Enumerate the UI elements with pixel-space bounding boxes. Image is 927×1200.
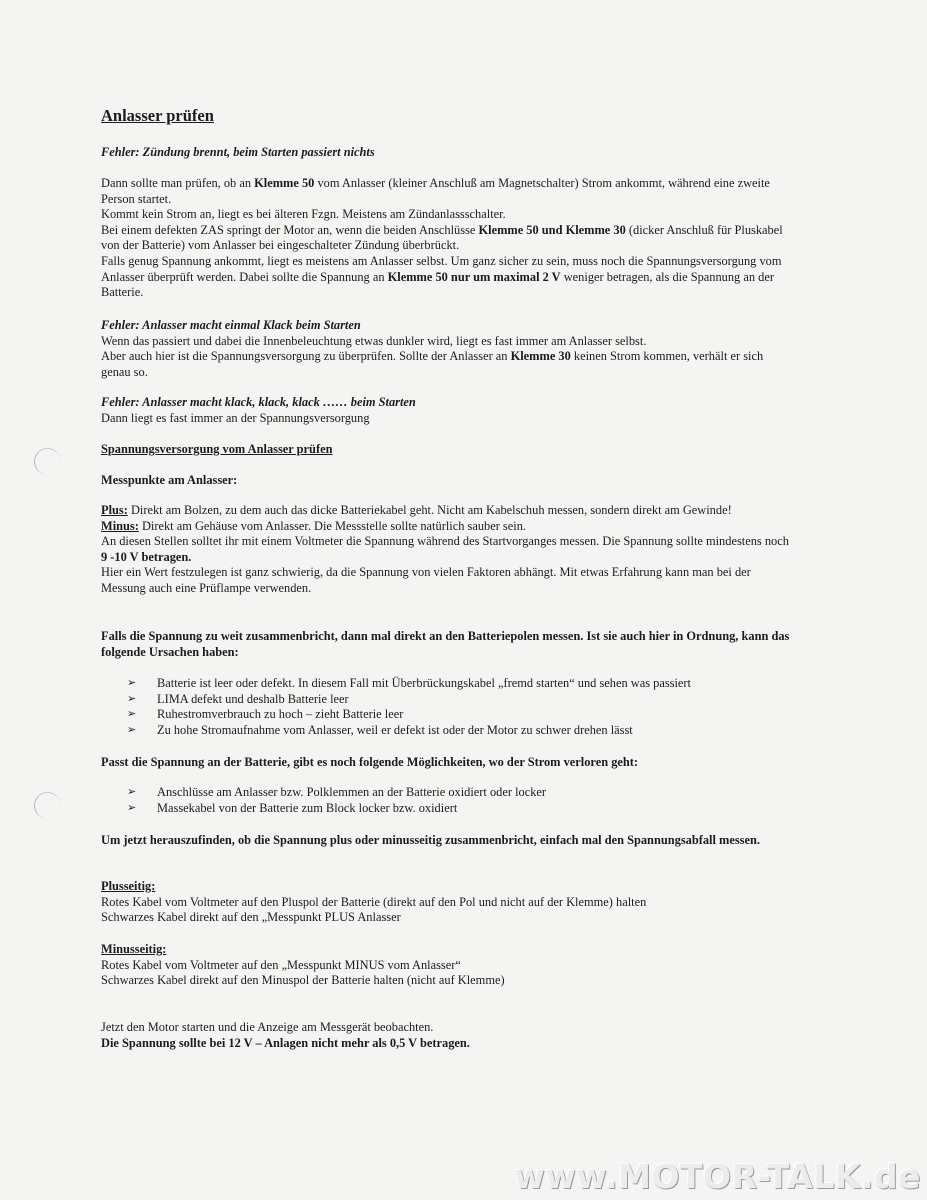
text: An diesen Stellen solltet ihr mit einem Voltmeter die Spannung während des Startvorganges messen. Die Spannung sollte mindestens noch [101,534,789,549]
list-item-text: Anschlüsse am Anlasser bzw. Polklemmen an der Batterie oxidiert oder locker [157,785,547,799]
section-heading: Fehler: Anlasser macht einmal Klack beim Starten [101,318,361,332]
arrow-bullet-icon: ➢ [127,708,137,721]
section-herausfinden [101,833,791,849]
section-abschluss [101,1020,791,1051]
paragraph [101,349,791,380]
text: Aber auch hier ist die Spannungsversorgung zu überprüfen. Sollte der Anlasser an [101,349,511,364]
page-title: Anlasser prüfen [101,106,214,125]
text: Falls genug Spannung ankommt, liegt es meistens am Anlasser selbst. Um ganz sicher zu sein, muss noch die Spannungsversorgung vom Anlasser überprüft werden. Dabei sollte die Spannung an [101,253,782,284]
section-zuendung-body [101,176,791,301]
paragraph: Hier ein Wert festzulegen ist ganz schwierig, da die Spannung von vielen Faktoren abhängt. Mit etwas Erfahrung kann man bei der Messung auch eine Prüflampe verwenden. [101,565,751,595]
list-item-text: LIMA defekt und deshalb Batterie leer [157,691,349,706]
section-zuendung [101,145,791,161]
section-moeglichkeiten [101,755,791,771]
text: Bei einem defekten ZAS springt der Motor an, wenn die beiden Anschlüsse [101,222,479,237]
paragraph: Die Spannung sollte bei 12 V – Anlagen nicht mehr als 0,5 V betragen. [101,1035,470,1050]
list-item [127,676,791,692]
section-heading: Falls die Spannung zu weit zusammenbricht, dann mal direkt an den Batteriepolen messen. Ist sie auch hier in Ordnung, kann das folgende Ursachen haben: [101,629,790,659]
arrow-bullet-icon: ➢ [127,692,137,705]
bold-term: Klemme 50 nur um maximal 2 V [387,269,561,284]
minus-label: Minus: [101,518,139,533]
list-item [127,707,791,723]
text: vom Anlasser (kleiner Anschluß am Magnetschalter) Strom ankommt, während eine zweite Person startet. [101,176,770,206]
bold-term: Klemme 50 und Klemme 30 [478,222,626,237]
section-plusseitig [101,879,791,926]
section-heading: Fehler: Zündung brennt, beim Starten passiert nichts [101,145,375,159]
bold-term: Klemme 50 [254,176,315,190]
section-klack-klack [101,395,791,426]
paragraph [101,503,791,519]
section-heading: Um jetzt herauszufinden, ob die Spannung plus oder minusseitig zusammenbricht, einfach mal den Spannungsabfall messen. [101,833,760,847]
messpunkte-heading-block [101,473,791,489]
minusseitig-label: Minusseitig: [101,942,167,956]
bold-term: Klemme 30 [510,349,571,364]
list-item [127,801,791,817]
text: (dicker Anschluß für Pluskabel von der Batterie) vom Anlasser bei eingeschalteter Zündung überbrückt. [101,222,783,253]
list-item-text: Batterie ist leer oder defekt. In diesem Fall mit Überbrückungskabel „fremd starten“ und sehen was passiert [157,676,691,690]
paragraph: Wenn das passiert und dabei die Innenbeleuchtung etwas dunkler wird, liegt es fast immer am Anlasser selbst. [101,333,647,348]
arrow-bullet-icon: ➢ [127,801,137,814]
paragraph: Schwarzes Kabel direkt auf den „Messpunkt PLUS Anlasser [101,910,401,925]
list-item-text: Ruhestromverbrauch zu hoch – zieht Batterie leer [157,707,404,722]
list-item [127,692,791,708]
moeglichkeiten-list [101,785,791,816]
punch-hole-mark [34,792,61,819]
arrow-bullet-icon: ➢ [127,723,137,736]
section-minusseitig [101,942,791,989]
paragraph: Rotes Kabel vom Voltmeter auf den „Messpunkt MINUS vom Anlasser“ [101,957,461,972]
section-einmal-klack [101,318,791,380]
moeglichkeiten-list-block [101,785,791,816]
list-item-text: Massekabel von der Batterie zum Block locker bzw. oxidiert [157,800,458,815]
paragraph: Jetzt den Motor starten und die Anzeige am Messgerät beobachten. [101,1020,434,1034]
messpunkte-body [101,503,791,597]
plus-label: Plus: [101,503,128,517]
plusseitig-label: Plusseitig: [101,879,156,893]
section-spannungsversorgung [101,442,791,458]
paragraph [101,519,791,535]
paragraph [101,534,791,565]
section-heading: Spannungsversorgung vom Anlasser prüfen [101,442,333,456]
text: Direkt am Bolzen, zu dem auch das dicke Batteriekabel geht. Nicht am Kabelschuh messen, sondern direkt am Gewinde! [127,503,732,517]
list-item [127,785,791,801]
subheading: Messpunkte am Anlasser: [101,473,238,487]
section-heading: Passt die Spannung an der Batterie, gibt es noch folgende Möglichkeiten, wo der Strom verloren geht: [101,755,639,769]
section-heading: Fehler: Anlasser macht klack, klack, klack …… beim Starten [101,395,416,409]
text: Direkt am Gehäuse vom Anlasser. Die Messstelle sollte natürlich sauber sein. [138,518,526,533]
paragraph: Schwarzes Kabel direkt auf den Minuspol der Batterie halten (nicht auf Klemme) [101,973,505,988]
paragraph [101,176,791,207]
ursachen-list [101,676,791,738]
list-item-text: Zu hohe Stromaufnahme vom Anlasser, weil er defekt ist oder der Motor zu schwer drehen lässt [157,722,633,737]
section-batteriepole [101,629,791,660]
bold-term: 9 -10 V betragen. [101,549,192,564]
watermark: www.MOTOR-TALK.de [514,1157,921,1196]
paragraph: Kommt kein Strom an, liegt es bei älteren Fzgn. Meistens am Zündanlassschalter. [101,207,506,222]
list-item [127,723,791,739]
arrow-bullet-icon: ➢ [127,677,137,689]
paragraph [101,223,791,254]
paragraph [101,254,791,301]
ursachen-list-block [101,676,791,738]
paragraph: Dann liegt es fast immer an der Spannungsversorgung [101,410,370,425]
text: keinen Strom kommen, verhält er sich genau so. [101,349,764,379]
arrow-bullet-icon: ➢ [127,786,137,798]
text: Dann sollte man prüfen, ob an [101,176,255,190]
paragraph: Rotes Kabel vom Voltmeter auf den Pluspol der Batterie (direkt auf den Pol und nicht auf der Klemme) halten [101,894,647,909]
text: weniger betragen, als die Spannung an der Batterie. [101,269,774,300]
punch-hole-mark [34,448,61,475]
